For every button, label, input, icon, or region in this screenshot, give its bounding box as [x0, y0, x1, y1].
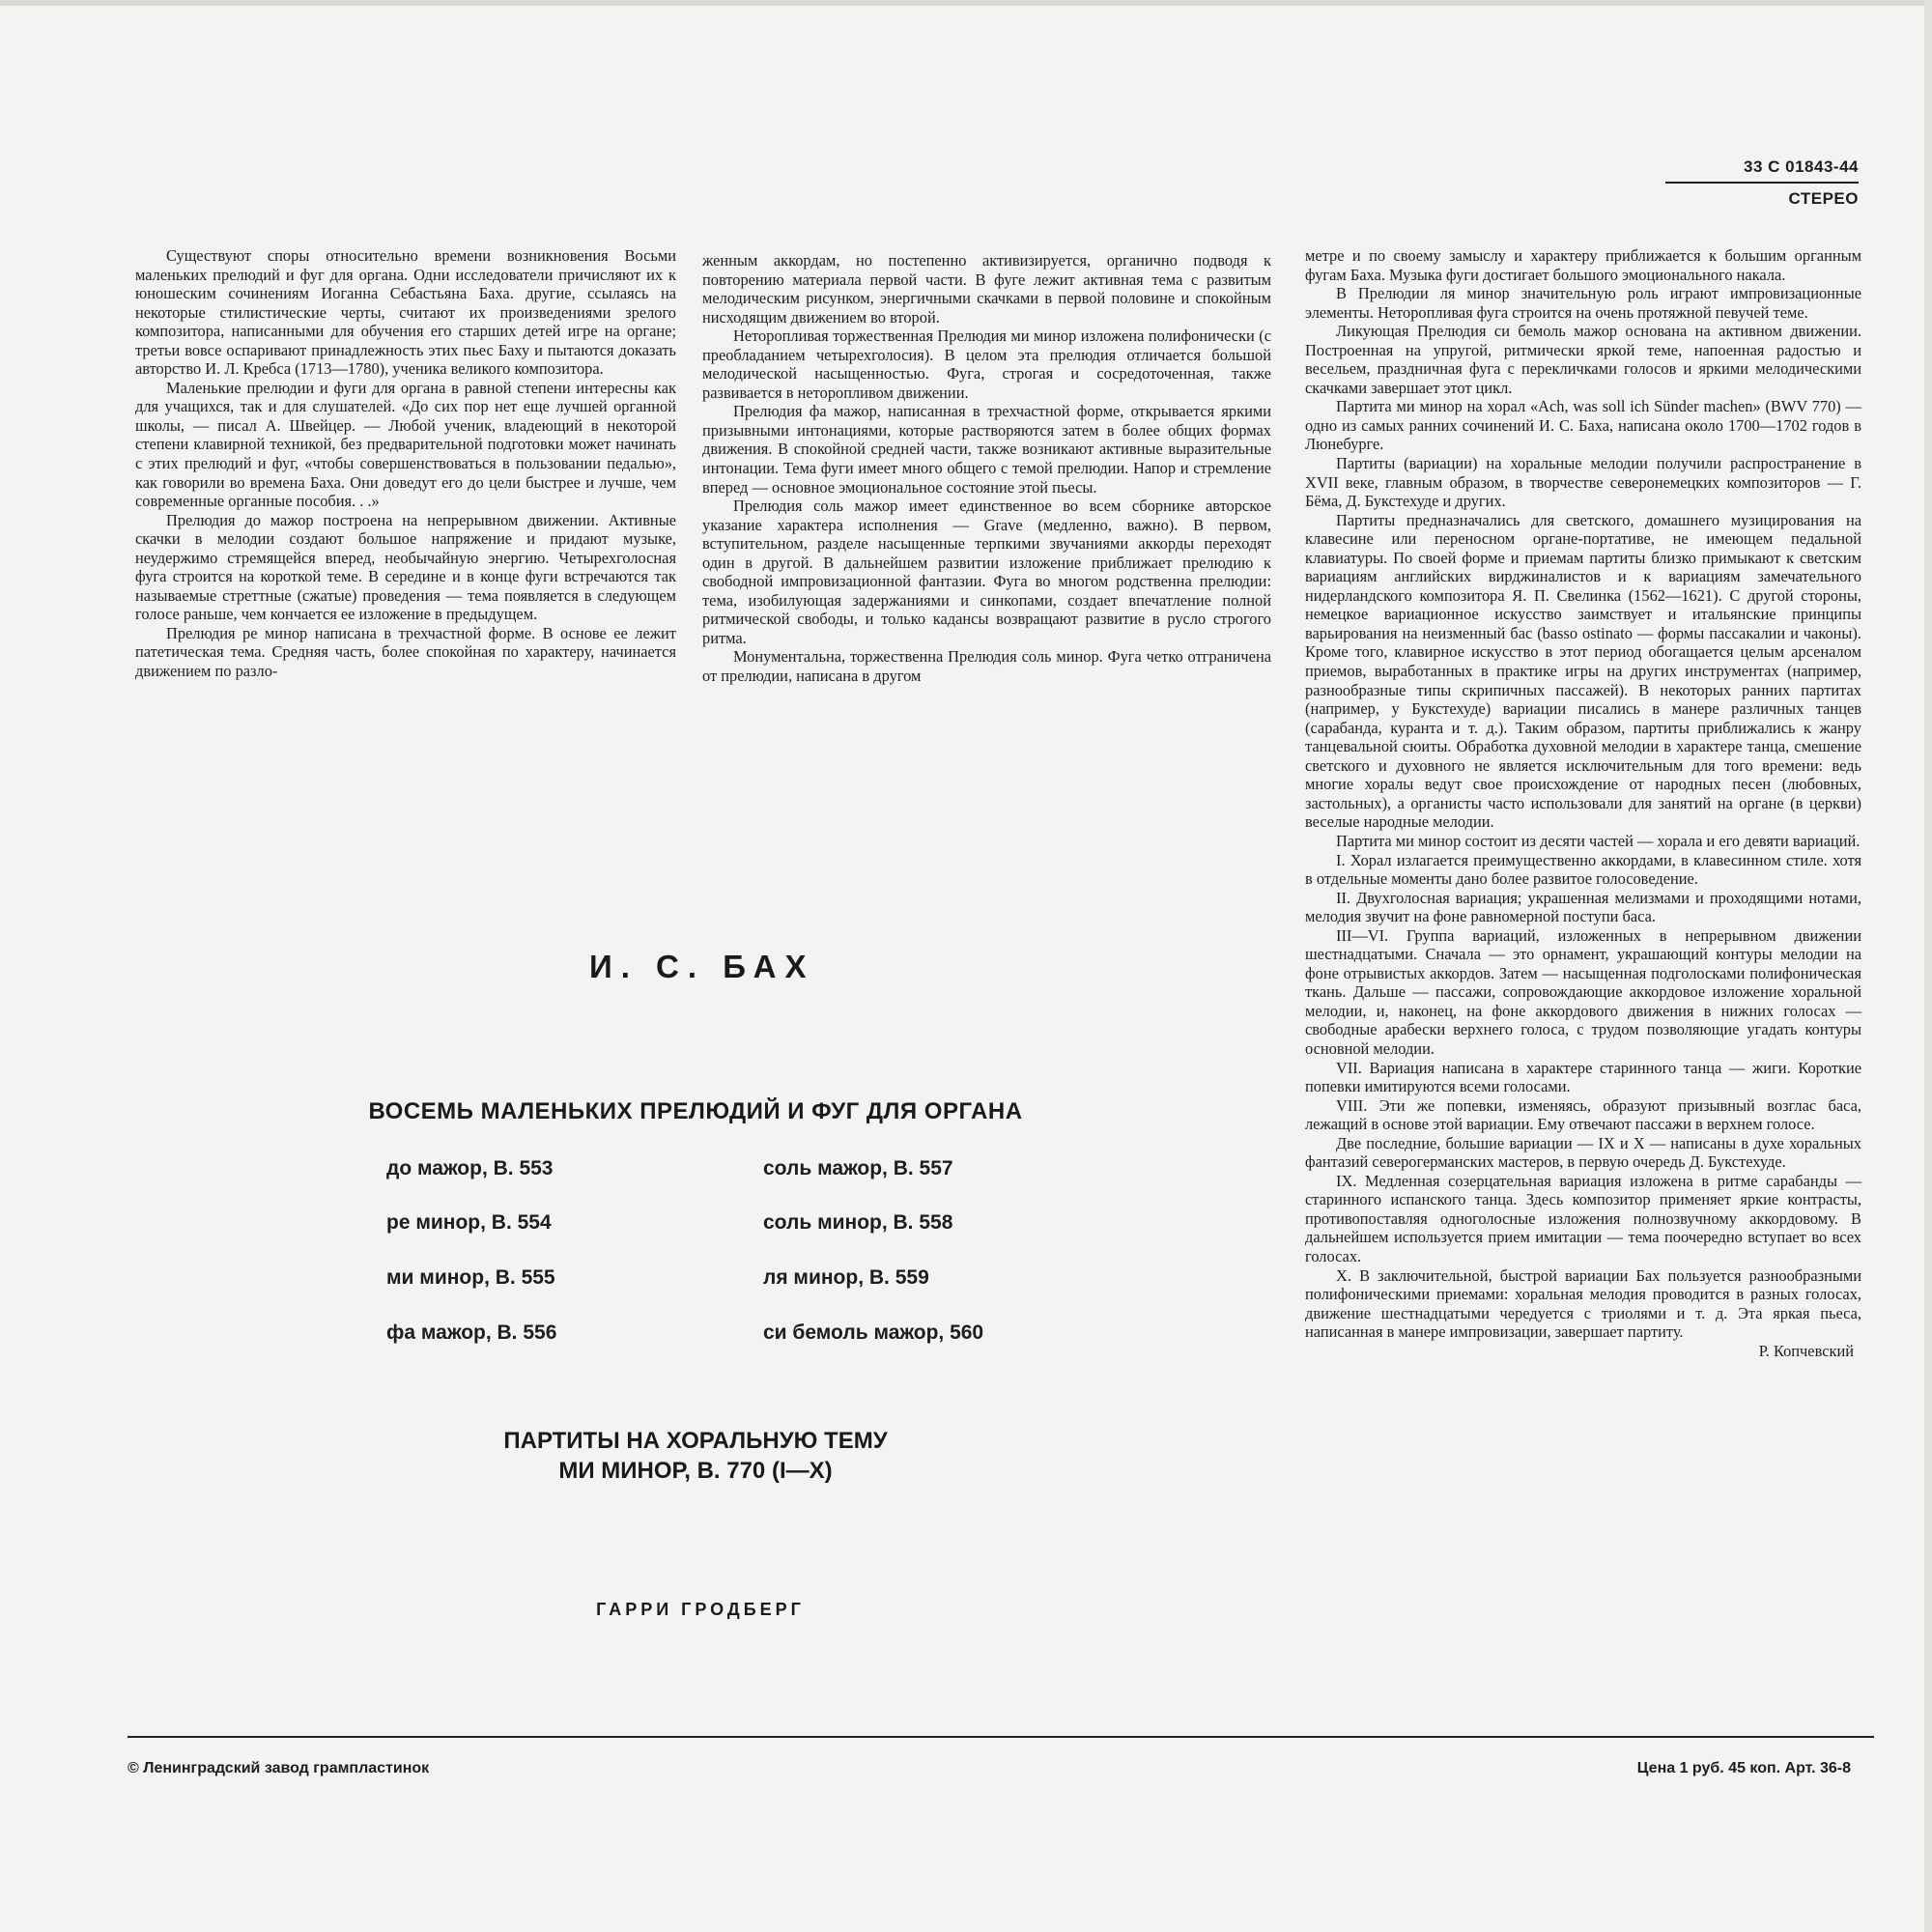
- paragraph: Прелюдия ре минор написана в трехчастной форме. В основе ее лежит патетическая тема. Средняя часть, более спокойная по характеру, начинается движением по разло-: [135, 623, 676, 681]
- piece-item: ля минор, В. 559: [763, 1266, 929, 1289]
- author-signature: Р. Копчевский: [1758, 1341, 1854, 1360]
- paragraph: Прелюдия фа мажор, написанная в трехчастной форме, открывается яркими призывными интонациями, которые растворяются затем в более общих формах движения. В спокойной средней части, также возникают активные выразительные интонации. Тема фуги имеет много общего с темой прелюдии. Напор и стремление вперед — основное эмоциональное состояние этой пьесы.: [702, 402, 1271, 497]
- piece-item: соль минор, В. 558: [763, 1211, 953, 1234]
- paragraph: IX. Медленная созерцательная вариация изложена в ритме сарабанды — старинного испанского танца. Здесь композитор применяет яркие контрасты, противопоставляя одноголосные изложения полнозвучному аккордовому. В дальнейшем используется прием имитации — тема поочередно вступает во всех голосах.: [1305, 1171, 1861, 1265]
- piece-item: фа мажор, В. 556: [386, 1321, 557, 1344]
- publisher-notice: © Ленинградский завод грампластинок: [128, 1760, 430, 1776]
- paragraph: VIII. Эти же попевки, изменяясь, образуют призывный возглас баса, лежащий в основе этой вариации. Ему отвечают пассажи в верхнем голосе.: [1305, 1095, 1861, 1134]
- piece-item: соль мажор, В. 557: [763, 1157, 953, 1179]
- paragraph: Партиты предназначались для светского, домашнего музицирования на клавесине или переносном органе-портативе, не имеющем педальной клавиатуры. По своей форме и приемам партиты близко примыкают к светским вариациям английских вирджиналистов и к вариациям замечательного нидерландского композитора Я. П. Свелинка (1562—1621). С другой стороны, немецкое вариационное искусство заимствует и итальянские принципы варьирования на неизменный бас (basso ostinato — формы пассакалии и чаконы). Кроме того, клавирное искусство в этот период обогащается целым арсеналом приемов, выработанных в практике игры на других инструментах (например, разнообразные типы скрипичных пассажей). В некоторых ранних партитах (например, у Букстехуде) вариации писались в манере различных танцев (сарабанда, куранта и т. д.). Таким образом, партиты приближались к жанру танцевальной сюиты. Обработка духовной мелодии в характере танца, смешение светского и духовного не является исключительным для того времени: ведь многие хоралы ведут свое происхождение от народных песен (любовных, застольных), а органисты часто использовали для занятий на органе (в церкви) веселые народные мелодии.: [1305, 510, 1861, 832]
- paragraph: Неторопливая торжественная Прелюдия ми минор изложена полифонически (с преобладанием четырехголосия). В целом эта прелюдия отличается большой мелодической насыщенностью. Фуга, строгая и сосредоточенная, также развивается в неторопливом движении.: [702, 327, 1271, 402]
- partita-title: [406, 1426, 985, 1486]
- price-notice: Цена 1 руб. 45 коп. Арт. 36-8: [1636, 1760, 1851, 1776]
- partita-title-line: ПАРТИТЫ НА ХОРАЛЬНУЮ ТЕМУ: [503, 1428, 888, 1454]
- paragraph: Прелюдия соль мажор имеет единственное во всем сборнике авторское указание характера исполнения — Grave (медленно, важно). В первом, вступительном, разделе насыщенные терпкими звучаниями аккорды переходят один в другой. В дальнейшем развитии изложение приближает прелюдию к свободной импровизационной фантазии. Фуга во многом родственна прелюдии: тема, изобилующая задержаниями и синкопами, создает впечатление полной ритмической свободы, и только кадансы возвращают развитие в русло строгого ритма.: [702, 497, 1271, 647]
- catalog-block: [1665, 157, 1859, 209]
- catalog-number: 33 С 01843-44: [1665, 157, 1859, 184]
- paragraph: В Прелюдии ля минор значительную роль играют импровизационные элементы. Неторопливая фуга строится на очень протяжной певучей теме.: [1305, 284, 1861, 322]
- paragraph: X. В заключительной, быстрой вариации Бах пользуется разнообразными полифоническими приемами: хоральная мелодия проводится в разных голосах, движение шестнадцатыми чередуется с триолями и т. д. Эта яркая пьеса, написанная в манере импровизации, завершает партиту.: [1305, 1265, 1861, 1342]
- work-title: ВОСЕМЬ МАЛЕНЬКИХ ПРЕЛЮДИЙ И ФУГ ДЛЯ ОРГАНА: [368, 1098, 1023, 1124]
- paragraph: Две последние, большие вариации — IX и X — написаны в духе хоральных фантазий северогерманских мастеров, в первую очередь Д. Букстехуде.: [1305, 1133, 1861, 1172]
- format-label: СТЕРЕО: [1788, 189, 1859, 208]
- paragraph: I. Хорал излагается преимущественно аккордами, в клавесинном стиле. хотя в отдельные моменты дано более развитое голосоведение.: [1305, 850, 1861, 889]
- piece-item: ми минор, В. 555: [386, 1266, 555, 1289]
- footer-divider: [128, 1736, 1874, 1738]
- piece-item: до мажор, В. 553: [386, 1157, 554, 1179]
- sleeve-top-edge: [0, 0, 1932, 6]
- piece-item: ре минор, В. 554: [386, 1211, 552, 1234]
- paragraph: Партита ми минор на хорал «Ach, was soll ich Sünder machen» (BWV 770) — одно из самых ранних сочинений И. С. Баха, написана около 1700—1702 годов в Люнебурге.: [1305, 397, 1861, 454]
- piece-item: си бемоль мажор, 560: [763, 1321, 984, 1344]
- text-column-1: [135, 246, 676, 681]
- text-column-3: [1305, 246, 1861, 1360]
- text-column-2: [702, 251, 1271, 686]
- paragraph: VII. Вариация написана в характере старинного танца — жиги. Короткие попевки имитируются всеми голосами.: [1305, 1058, 1861, 1096]
- paragraph: Маленькие прелюдии и фуги для органа в равной степени интересны как для учащихся, так и для слушателей. «До сих пор нет еще лучшей органной школы, — писал А. Швейцер. — Любой ученик, владеющий в некоторой степени клавирной техникой, без предварительной подготовки может начинать с этих прелюдий и фуг, «чтобы совершенствоваться в пользовании педалью», как говорили во времена Баха. Они доведут его до цели быстрее и лучше, чем современные органные пособия. . .»: [135, 378, 676, 511]
- paragraph: II. Двухголосная вариация; украшенная мелизмами и проходящими нотами, мелодия звучит на фоне равномерной поступи баса.: [1305, 888, 1861, 926]
- paragraph-continued: женным аккордам, но постепенно активизируется, органично подводя к повторению материала первой части. В фуге лежит активная тема с развитым мелодическим рисунком, энергичными скачками в первой половине и спокойным нисходящим движением во второй.: [702, 251, 1271, 327]
- partita-title-line: МИ МИНОР, В. 770 (I—X): [558, 1458, 833, 1484]
- paragraph: Партиты (вариации) на хоральные мелодии получили распространение в XVII веке, главным образом, в творчестве северонемецких композиторов — Г. Бёма, Д. Букстехуде и других.: [1305, 454, 1861, 511]
- paragraph: Монументальна, торжественна Прелюдия соль минор. Фуга четко отграничена от прелюдии, написана в другом: [702, 647, 1271, 686]
- paragraph-continued: метре и по своему замыслу и характеру приближается к большим органным фугам Баха. Музыка фуги достигает большого эмоционального накала.: [1305, 246, 1861, 284]
- paragraph: Существуют споры относительно времени возникновения Восьми маленьких прелюдий и фуг для органа. Одни исследователи причисляют их к юношеским сочинениям Иоганна Себастьяна Баха. другие, ссылаясь на некоторые стилистические черты, считают их произведениями зрелого композитора, написанными для обучения его старших детей игре на органе; третьи вовсе оспаривают принадлежность этих пьес Баху и пытаются доказать авторство И. Л. Кребса (1713—1780), ученика великого композитора.: [135, 246, 676, 379]
- composer-name: И. С. БАХ: [589, 949, 815, 984]
- paragraph: Прелюдия до мажор построена на непрерывном движении. Активные скачки в мелодии создают большое напряжение и придают музыке, неудержимо стремящейся вперед, необычайную энергию. Четырехголосная фуга строится на короткой теме. В середине и в конце фуги встречаются так называемые стреттные (сжатые) проведения — тема появляется в следующем голосе раньше, чем кончается ее изложение в предыдущем.: [135, 510, 676, 624]
- performer-name: ГАРРИ ГРОДБЕРГ: [596, 1600, 805, 1619]
- paragraph: Ликующая Прелюдия си бемоль мажор основана на активном движении. Построенная на упругой, ритмически яркой теме, напоенная радостью и весельем, праздничная фуга с перекличками голосов и яркими мелодическими скачками завершает этот цикл.: [1305, 322, 1861, 397]
- sleeve-right-edge: [1924, 0, 1932, 1932]
- paragraph: Партита ми минор состоит из десяти частей — хорала и его девяти вариаций.: [1336, 831, 1861, 850]
- paragraph: III—VI. Группа вариаций, изложенных в непрерывном движении шестнадцатыми. Сначала — это орнамент, украшающий контуры мелодии на фоне отрывистых аккордов. Затем — насыщенная подголосками полифоническая ткань. Дальше — пассажи, сопровождающие аккордовое изложение хоральной мелодии, и, наконец, на фоне аккордового движения в нижних голосах — свободные арабески верхнего голоса, с трудом позволяющие угадать контуры основной мелодии.: [1305, 925, 1861, 1058]
